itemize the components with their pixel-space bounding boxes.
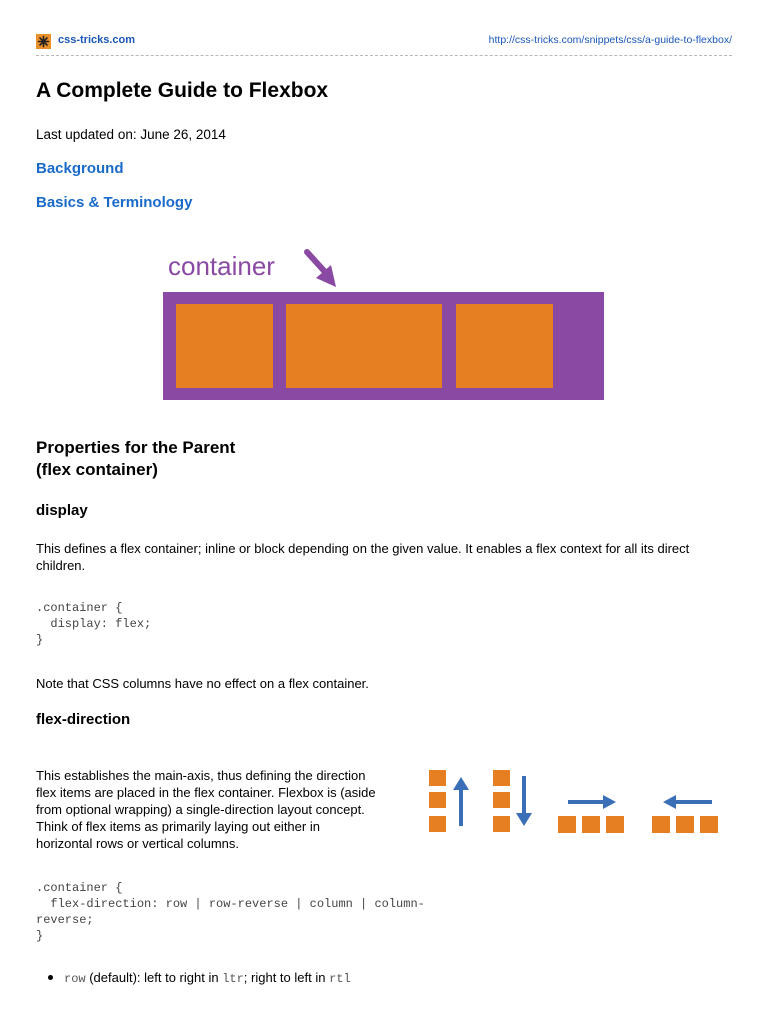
display-paragraph-line2: children. — [36, 558, 86, 573]
arrow-left-icon — [663, 795, 712, 809]
flex-item-box — [456, 304, 553, 388]
column-reverse-item-box — [429, 770, 446, 786]
list-item-text — [64, 970, 351, 986]
section-heading-line2: (flex container) — [36, 460, 158, 479]
flex-item-box — [176, 304, 273, 388]
arrow-up-icon — [453, 777, 469, 826]
section-heading-line1: Properties for the Parent — [36, 438, 236, 457]
flex-container-diagram — [0, 240, 768, 410]
toc-link-background[interactable]: Background — [36, 160, 124, 177]
row-reverse-item-box — [676, 816, 694, 833]
container-label: container — [168, 251, 275, 281]
flex-direction-paragraph-line: Think of flex items as primarily laying out either in — [36, 819, 320, 834]
list-item-text-part: ; right to left in — [243, 970, 330, 985]
inline-code: ltr — [222, 972, 244, 986]
arrow-down-icon — [516, 776, 532, 826]
header-divider — [36, 55, 732, 56]
flex-direction-paragraph-line: This establishes the main-axis, thus defining the direction — [36, 768, 366, 783]
display-heading: display — [36, 502, 88, 519]
page-url-link[interactable]: http://css-tricks.com/snippets/css/a-guide-to-flexbox/ — [488, 34, 732, 46]
display-paragraph-line1: This defines a flex container; inline or block depending on the given value. It enables a flex context for all its direct — [36, 541, 690, 556]
display-note: Note that CSS columns have no effect on a flex container. — [36, 676, 369, 691]
inline-code: row — [64, 972, 86, 986]
row-item-box — [558, 816, 576, 833]
display-code-line: } — [36, 633, 44, 647]
flex-direction-diagram — [420, 760, 740, 840]
flex-direction-code-line: } — [36, 929, 44, 943]
column-item-box — [493, 792, 510, 808]
row-item-box — [582, 816, 600, 833]
toc-link-basics[interactable]: Basics & Terminology — [36, 194, 193, 211]
flex-direction-heading: flex-direction — [36, 711, 131, 728]
flex-direction-code-line: .container { — [36, 881, 123, 895]
last-updated-text: Last updated on: June 26, 2014 — [36, 127, 226, 142]
css-tricks-logo-icon — [36, 34, 51, 49]
row-reverse-item-box — [700, 816, 718, 833]
column-item-box — [493, 816, 510, 832]
column-reverse-item-box — [429, 816, 446, 832]
page-title: A Complete Guide to Flexbox — [36, 79, 329, 102]
flex-direction-paragraph-line: flex items are placed in the flex container. Flexbox is (aside — [36, 785, 376, 800]
pointer-arrow-icon — [307, 252, 336, 287]
inline-code: rtl — [329, 972, 351, 986]
bullet-dot — [48, 975, 53, 980]
flex-item-box — [286, 304, 442, 388]
row-item-box — [606, 816, 624, 833]
flex-direction-code-line: reverse; — [36, 913, 94, 927]
flex-direction-paragraph-line: horizontal rows or vertical columns. — [36, 836, 240, 851]
row-reverse-item-box — [652, 816, 670, 833]
display-code-line: .container { — [36, 601, 123, 615]
list-item-text-part: (default): left to right in — [85, 970, 223, 985]
column-reverse-item-box — [429, 792, 446, 808]
flex-direction-code-line: flex-direction: row | row-reverse | column | column- — [36, 897, 425, 911]
arrow-right-icon — [568, 795, 616, 809]
column-item-box — [493, 770, 510, 786]
site-name-link[interactable]: css-tricks.com — [58, 34, 136, 46]
flex-direction-paragraph-line: from optional wrapping) a single-direction layout concept. — [36, 802, 365, 817]
page-header — [36, 32, 732, 52]
display-code-line: display: flex; — [36, 617, 152, 631]
